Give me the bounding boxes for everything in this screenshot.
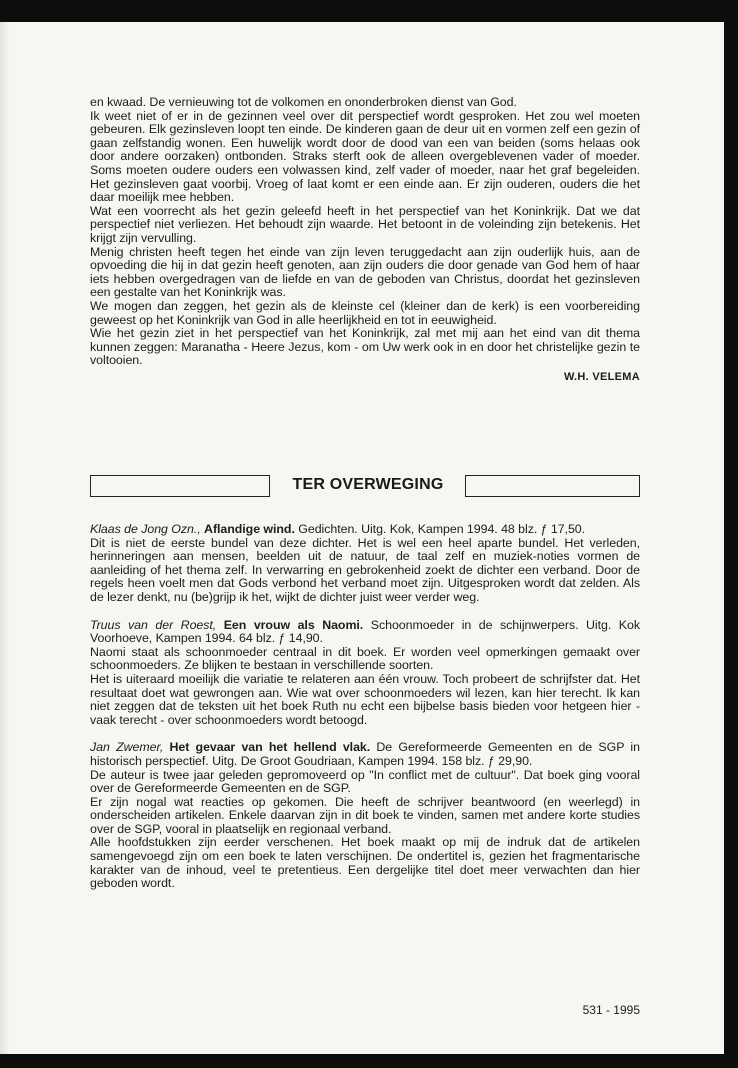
scan-border-right [724, 0, 738, 1068]
author-signature: W.H. VELEMA [563, 370, 640, 383]
review-title: Het gevaar van het hellend vlak. [169, 740, 371, 755]
review-author: Klaas de Jong Ozn., [90, 522, 201, 536]
review-author: Jan Zwemer, [90, 740, 164, 755]
page-binding-shadow [0, 22, 10, 1054]
section-header [90, 470, 640, 500]
review-paragraph: Dit is niet de eerste bundel van deze dichter. Het is wel een heel aparte bundel. Het verleden, herinneringen aan mensen, beelden uit de natuur, de taal zelf en muziek-noties vormen de aanleiding of het thema zelf. In verwarring en gebrokenheid zoekt de dichter een verband. Door de regels heen voelt men dat Gods verbond het verband moet zijn. Uitgesproken wordt dat zelden. Als de lezer denkt, nu (be)grijp ik het, wijkt de dichter juist weer verder weg. [90, 535, 640, 604]
review-title: Een vrouw als Naomi. [223, 617, 364, 632]
review-bibliography: Schoonmoeder in de schijnwerpers. Uitg. Kok Voorhoeve, Kampen 1994. 64 blz. ƒ 14,90. [90, 617, 640, 646]
review-entry [90, 523, 640, 605]
document-page [0, 22, 724, 1054]
review-citation [90, 523, 640, 537]
reviews-section [90, 523, 640, 905]
scan-border-top [0, 0, 738, 22]
review-bibliography: Gedichten. Uitg. Kok, Kampen 1994. 48 blz. ƒ 17,50. [298, 522, 586, 536]
scan-border-bottom [0, 1054, 738, 1068]
review-paragraph: Naomi staat als schoonmoeder centraal in dit boek. Er worden veel opmerkingen gemaakt over schoonmoeders. Ze blijken te bestaan in verschillende soorten. [90, 644, 640, 673]
article-continuation [90, 96, 640, 384]
review-author: Truus van der Roest, [90, 617, 217, 632]
header-frame-left [90, 475, 270, 497]
review-bibliography: De Gereformeerde Gemeenten en de SGP in historisch perspectief. Uitg. De Groot Goudriaan, Kampen 1994. 158 blz. ƒ 29,90. [90, 740, 640, 768]
article-paragraph: Wat een voorrecht als het gezin geleefd heeft in het perspectief van het Koninkrijk. Dat we dat perspectief niet verliezen. Het behoudt zijn waarde. Het betoont in de voleinding zijn betekenis. Het krijgt zijn vervulling. [90, 203, 640, 245]
review-paragraph: De auteur is twee jaar geleden gepromoveerd op "In conflict met de cultuur". Dat boek ging vooral over de Gereformeerde Gemeenten en de SGP. [90, 767, 640, 796]
page-number: 531 - 1995 [582, 1003, 640, 1017]
article-paragraph: en kwaad. De vernieuwing tot de volkomen en ononderbroken dienst van God. [90, 95, 517, 109]
article-paragraph: Wie het gezin ziet in het perspectief van het Koninkrijk, zal met mij aan het eind van dit thema kunnen zeggen: Maranatha - Heere Jezus, kom - om Uw werk ook in en door het christelijke gezin te voltooien. [90, 326, 640, 368]
article-paragraph: Menig christen heeft tegen het einde van zijn leven teruggedacht aan zijn ouderlijk huis, aan de opvoeding die hij in dat gezin heeft genoten, aan zijn ouders die door genade van God hem of haar iets hebben overgedragen van de liefde en van de geboden van Christus, doordat het gezinsleven een gestalte van het Koninkrijk was. [90, 244, 640, 300]
review-citation [90, 741, 640, 768]
review-paragraph: Alle hoofdstukken zijn eerder verschenen. Het boek maakt op mij de indruk dat de artikelen samengevoegd zijn om een boek te laten verschijnen. De ondertitel is, gezien het fragmentarische karakter van de inhoud, veel te pretentieus. Een dergelijke titel doet meer verwachten dan hier geboden wordt. [90, 835, 640, 891]
review-title: Aflandige wind. [204, 522, 295, 536]
article-paragraph: We mogen dan zeggen, het gezin als de kleinste cel (kleiner dan de kerk) is een voorbereiding geweest op het Koninkrijk van God in alle heerlijkheid en tot in eeuwigheid. [90, 298, 640, 327]
article-paragraph: Ik weet niet of er in de gezinnen veel over dit perspectief wordt gesproken. Het zou wel moeten gebeuren. Elk gezinsleven loopt ten einde. De kinderen gaan de deur uit en vormen zelf een gezin of gaan zelfstandig wonen. Een huwelijk wordt door de dood van een van beiden (soms helaas ook door andere oorzaken) ontbonden. Straks sterft ook de alleen overgeblevenen vader of moeder. Soms moeten oudere ouders een volwassen kind, zelf vader of moeder, naar het graf begeleiden. Het gezinsleven gaat voorbij. Vroeg of laat komt er een einde aan. Er zijn ouderen, ouders die het daar moeilijk mee hebben. [90, 108, 640, 205]
review-citation [90, 619, 640, 646]
review-paragraph: Er zijn nogal wat reacties op gekomen. Die heeft de schrijver beantwoord (en weerlegd) in onderscheiden artikelen. Enkele daarvan zijn in dit boek te vinden, samen met andere korte studies over de SGP, vooral in plaatselijk en regionaal verband. [90, 794, 640, 836]
section-title: TER OVERWEGING [292, 476, 444, 493]
review-entry [90, 619, 640, 728]
review-paragraph: Het is uiteraard moeilijk die variatie te relateren aan één vrouw. Toch probeert de schrijfster dat. Het resultaat doet wat gewrongen aan. Wie wat over schoonmoeders wil lezen, kan hier terecht. Ik kan niet zeggen dat de teksten uit het boek Ruth nu echt een bijbelse basis bieden voor hetgeen hier - vaak terecht - over schoonmoeders wordt betoogd. [90, 671, 640, 727]
review-entry [90, 741, 640, 891]
header-frame-right [465, 475, 640, 497]
